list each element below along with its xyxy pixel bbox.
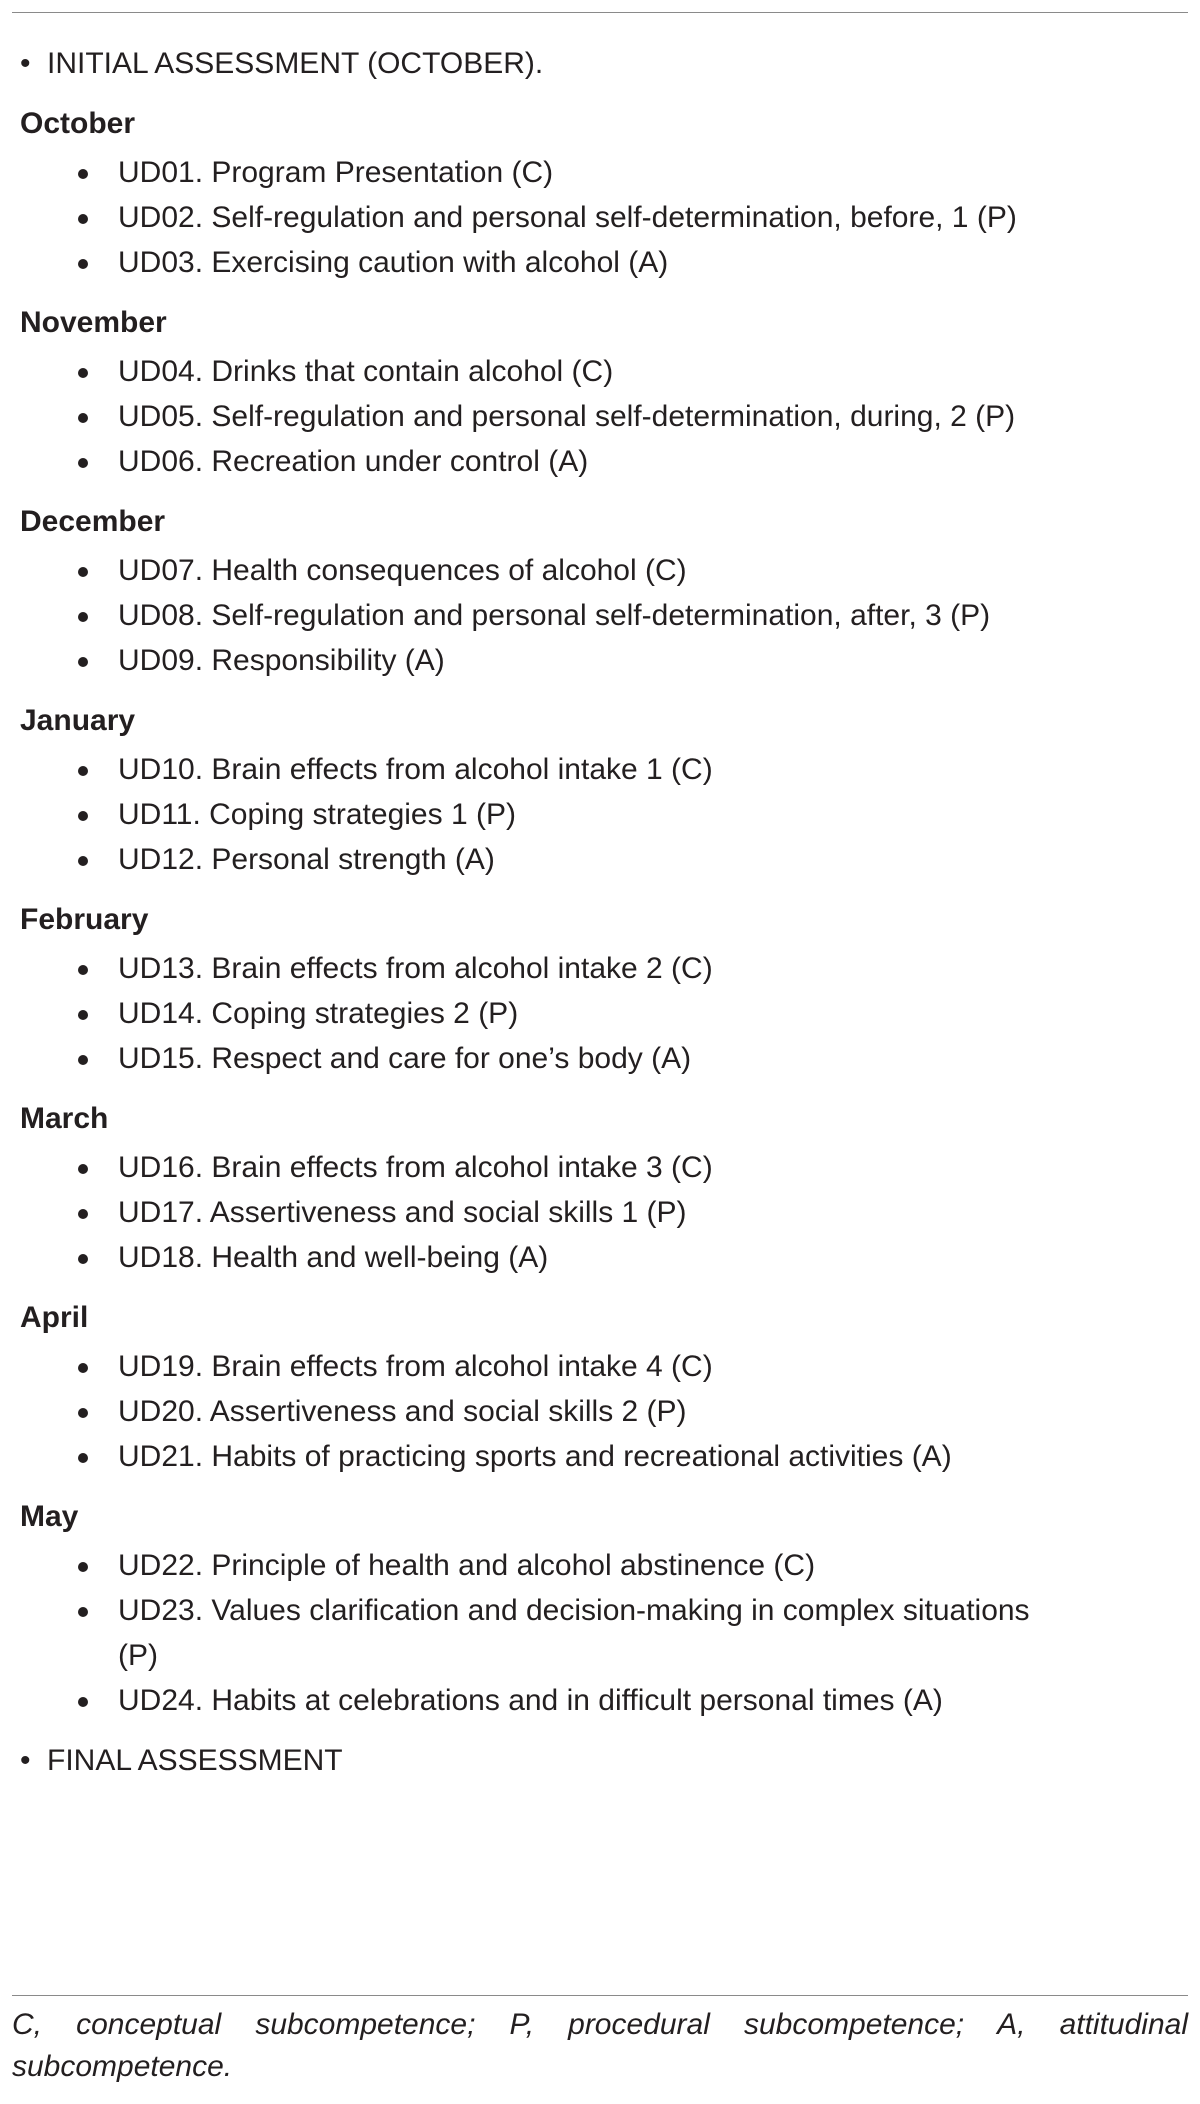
list-item <box>0 991 1200 1036</box>
bullet-icon <box>78 657 88 667</box>
list-item <box>0 349 1200 394</box>
month-section <box>0 1495 1200 1723</box>
unit-list <box>0 150 1200 285</box>
list-item <box>0 1235 1200 1280</box>
list-item <box>0 195 1200 240</box>
bullet-icon <box>78 1697 88 1707</box>
bullet-icon <box>78 965 88 975</box>
unit-list <box>0 1145 1200 1280</box>
table-footnote: C, conceptual subcompetence; P, procedural subcompetence; A, attitudinal subcompetence. <box>12 2008 1188 2083</box>
list-item <box>0 1145 1200 1190</box>
bullet-icon <box>78 1055 88 1065</box>
unit-label: UD07. Health consequences of alcohol (C) <box>118 554 687 587</box>
schedule-content <box>0 42 1200 1783</box>
bullet-icon <box>78 856 88 866</box>
month-heading: October <box>20 107 136 140</box>
list-item <box>0 1678 1200 1723</box>
list-item <box>0 747 1200 792</box>
list-item <box>0 1434 1200 1479</box>
list-item <box>0 548 1200 593</box>
list-item <box>0 150 1200 195</box>
month-heading: February <box>20 903 149 936</box>
unit-list <box>0 548 1200 683</box>
month-heading: November <box>20 306 167 339</box>
bullet-icon <box>78 612 88 622</box>
bullet-icon <box>78 169 88 179</box>
bullet-icon <box>78 1010 88 1020</box>
unit-label: UD03. Exercising caution with alcohol (A) <box>118 246 669 279</box>
bottom-rule <box>12 1995 1188 1996</box>
unit-label: UD02. Self-regulation and personal self-determination, before, 1 (P) <box>118 201 1017 234</box>
final-assessment-label: FINAL ASSESSMENT <box>47 1744 343 1777</box>
unit-label: UD11. Coping strategies 1 (P) <box>118 798 516 831</box>
unit-list <box>0 1543 1200 1723</box>
list-item <box>0 1344 1200 1389</box>
unit-label: UD12. Personal strength (A) <box>118 843 495 876</box>
bullet-icon <box>78 1607 88 1617</box>
list-item <box>0 1036 1200 1081</box>
final-assessment <box>0 1739 1200 1783</box>
list-item <box>0 837 1200 882</box>
list-item <box>0 1190 1200 1235</box>
bullet-icon <box>78 1164 88 1174</box>
unit-label: UD16. Brain effects from alcohol intake 3 (C) <box>118 1151 713 1184</box>
list-item <box>0 792 1200 837</box>
unit-label: UD13. Brain effects from alcohol intake 2 (C) <box>118 952 713 985</box>
unit-label: UD19. Brain effects from alcohol intake 4 (C) <box>118 1350 713 1383</box>
month-section <box>0 699 1200 882</box>
top-rule <box>12 12 1188 13</box>
bullet-icon <box>78 259 88 269</box>
list-item <box>0 1588 1200 1678</box>
unit-label: UD09. Responsibility (A) <box>118 644 445 677</box>
bullet-icon <box>78 1562 88 1572</box>
month-section <box>0 102 1200 285</box>
unit-label: UD04. Drinks that contain alcohol (C) <box>118 355 614 388</box>
list-item <box>0 240 1200 285</box>
unit-label: UD23. Values clarification and decision-making in complex situations (P) <box>118 1594 1030 1672</box>
bullet-icon <box>78 413 88 423</box>
initial-assessment <box>0 42 1200 86</box>
month-heading: March <box>20 1102 109 1135</box>
list-item <box>0 1543 1200 1588</box>
unit-list <box>0 747 1200 882</box>
bullet-icon <box>78 368 88 378</box>
month-heading: April <box>20 1301 89 1334</box>
list-item <box>0 1389 1200 1434</box>
month-section <box>0 1296 1200 1479</box>
unit-list <box>0 946 1200 1081</box>
bullet-icon <box>78 811 88 821</box>
unit-label: UD10. Brain effects from alcohol intake 1 (C) <box>118 753 713 786</box>
bullet-icon <box>78 567 88 577</box>
unit-label: UD18. Health and well-being (A) <box>118 1241 549 1274</box>
month-section <box>0 898 1200 1081</box>
unit-label: UD05. Self-regulation and personal self-determination, during, 2 (P) <box>118 400 1016 433</box>
unit-label: UD24. Habits at celebrations and in difficult personal times (A) <box>118 1684 943 1717</box>
bullet-icon <box>78 1408 88 1418</box>
unit-list <box>0 1344 1200 1479</box>
month-section <box>0 500 1200 683</box>
bullet-icon <box>78 766 88 776</box>
bullet-icon <box>78 214 88 224</box>
bullet-icon: • <box>20 47 31 80</box>
month-heading: December <box>20 505 166 538</box>
unit-list <box>0 349 1200 484</box>
unit-label: UD14. Coping strategies 2 (P) <box>118 997 519 1030</box>
unit-label: UD21. Habits of practicing sports and recreational activities (A) <box>118 1440 952 1473</box>
unit-label: UD22. Principle of health and alcohol abstinence (C) <box>118 1549 816 1582</box>
month-section <box>0 301 1200 484</box>
unit-label: UD06. Recreation under control (A) <box>118 445 589 478</box>
bullet-icon <box>78 458 88 468</box>
month-heading: May <box>20 1500 79 1533</box>
list-item <box>0 946 1200 991</box>
bullet-icon <box>78 1254 88 1264</box>
bullet-icon: • <box>20 1744 31 1777</box>
list-item <box>0 394 1200 439</box>
unit-label: UD01. Program Presentation (C) <box>118 156 554 189</box>
month-section <box>0 1097 1200 1280</box>
bullet-icon <box>78 1363 88 1373</box>
bullet-icon <box>78 1453 88 1463</box>
list-item <box>0 638 1200 683</box>
unit-label: UD17. Assertiveness and social skills 1 (P) <box>118 1196 687 1229</box>
initial-assessment-label: INITIAL ASSESSMENT (OCTOBER). <box>47 47 544 80</box>
unit-label: UD08. Self-regulation and personal self-determination, after, 3 (P) <box>118 599 991 632</box>
unit-label: UD15. Respect and care for one’s body (A) <box>118 1042 692 1075</box>
month-list <box>0 102 1200 1723</box>
unit-label: UD20. Assertiveness and social skills 2 (P) <box>118 1395 687 1428</box>
list-item <box>0 593 1200 638</box>
month-heading: January <box>20 704 136 737</box>
list-item <box>0 439 1200 484</box>
bullet-icon <box>78 1209 88 1219</box>
